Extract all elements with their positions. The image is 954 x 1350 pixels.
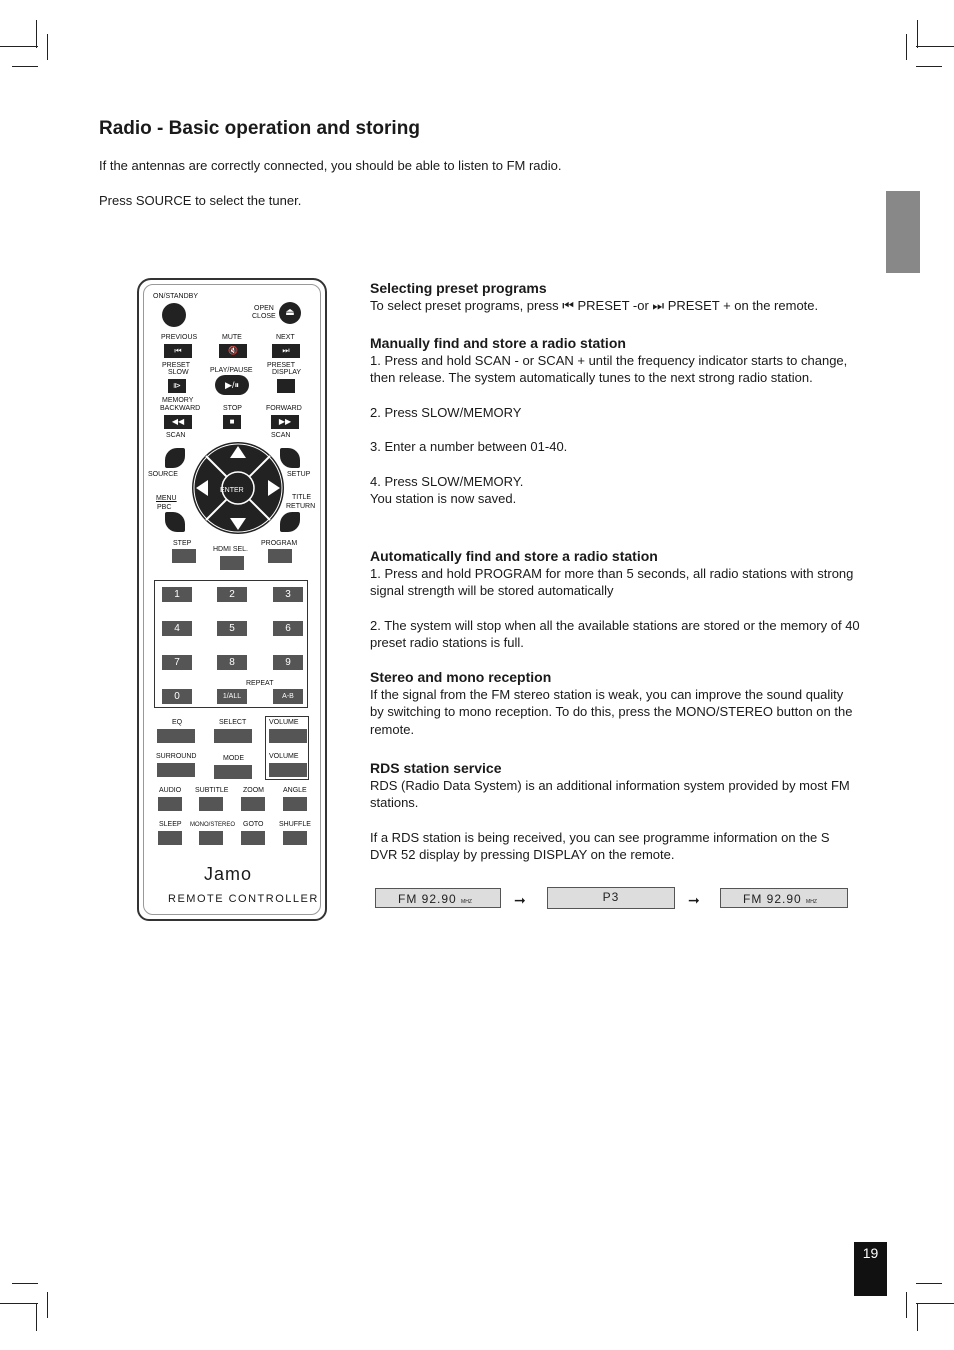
page-title: Radio - Basic operation and storing (99, 118, 420, 139)
label-volume-plus: VOLUME (269, 719, 299, 726)
display-unit: MHZ (806, 899, 817, 905)
label-title: TITLE (292, 494, 312, 501)
page-number: 19 (854, 1242, 887, 1296)
crop-mark (47, 34, 48, 60)
angle-button (283, 797, 307, 811)
display-frequency-1 (375, 888, 501, 908)
label-memory: MEMORY (162, 397, 194, 404)
label-step: STEP (173, 540, 192, 547)
num-2-button: 2 (217, 587, 247, 602)
display-frequency-2 (720, 888, 848, 908)
arrow-right-icon: ➞ (514, 892, 526, 908)
mono-stereo-button (199, 831, 223, 845)
section-heading: Manually find and store a radio station (370, 335, 626, 351)
jamo-logo: Jamo (204, 864, 253, 884)
section-paragraph: To select preset programs, press ⏮ PRESET -or ⏭ PRESET + on the remote. (370, 298, 819, 313)
surround-button (157, 763, 195, 777)
label-source: SOURCE (148, 471, 178, 478)
repeat-ab-button: A-B (273, 689, 303, 704)
section-manual-store (370, 334, 860, 507)
label-goto: GOTO (243, 821, 264, 828)
previous-icon: ⏮ (164, 344, 192, 358)
label-open: OPEN (254, 305, 274, 312)
label-subtitle: SUBTITLE (195, 787, 229, 794)
crop-mark (917, 1303, 918, 1331)
zoom-button (241, 797, 265, 811)
label-backward: BACKWARD (160, 405, 201, 412)
label-play-pause: PLAY/PAUSE (210, 367, 253, 374)
label-audio: AUDIO (159, 787, 182, 794)
num-3-button: 3 (273, 587, 303, 602)
crop-mark (906, 34, 907, 60)
label-setup: SETUP (287, 471, 311, 478)
crop-mark (916, 1283, 942, 1284)
hdmi-sel-button (220, 556, 244, 570)
section-heading: Stereo and mono reception (370, 669, 552, 685)
crop-mark (36, 1303, 37, 1331)
eject-icon: ⏏ (279, 302, 301, 324)
label-program: PROGRAM (261, 540, 298, 547)
select-button (214, 729, 252, 743)
num-1-button: 1 (162, 587, 192, 602)
section-paragraph: 3. Enter a number between 01-40. (370, 439, 568, 455)
section-paragraph: You station is now saved. (370, 491, 517, 507)
label-menu: MENU (156, 495, 177, 502)
play-pause-icon: ▶/⏸ (215, 375, 249, 395)
label-forward: FORWARD (266, 405, 302, 412)
section-auto-store (370, 547, 860, 652)
label-display: DISPLAY (272, 369, 302, 376)
label-next: NEXT (276, 334, 295, 341)
backward-icon: ◀◀ (164, 415, 192, 429)
label-zoom: ZOOM (243, 787, 264, 794)
num-9-button: 9 (273, 655, 303, 670)
section-paragraph: If a RDS station is being received, you can see programme information on the S DVR 52 display by pressing DISPLAY on the remote. (370, 829, 830, 863)
num-6-button: 6 (273, 621, 303, 636)
display-preset (547, 887, 675, 909)
section-paragraph: 1. Press and hold SCAN - or SCAN + until the frequency indicator starts to change, then release. The system automatically tunes to the next strong radio station. (370, 353, 848, 386)
arrow-right-icon: ➞ (688, 892, 700, 908)
forward-icon: ▶▶ (271, 415, 299, 429)
section-paragraph: RDS (Radio Data System) is an additional information system provided by most FM stations. (370, 778, 850, 811)
display-text: P3 (602, 890, 620, 904)
sleep-button (158, 831, 182, 845)
label-pbc: PBC (157, 504, 172, 511)
crop-mark (917, 20, 918, 48)
shuffle-button (283, 831, 307, 845)
num-7-button: 7 (162, 655, 192, 670)
label-enter: ENTER (220, 487, 244, 494)
num-4-button: 4 (162, 621, 192, 636)
label-scan-plus: SCAN (271, 432, 291, 439)
step-button (172, 549, 196, 563)
goto-button (241, 831, 265, 845)
display-text: FM 92.90 (398, 892, 457, 906)
section-rds (370, 759, 860, 864)
crop-mark (12, 1283, 38, 1284)
label-preset-plus: PRESET (267, 362, 296, 369)
label-mono-stereo: MONO/STEREO (190, 822, 236, 828)
crop-mark (47, 1292, 48, 1318)
intro-antenna: If the antennas are correctly connected, you should be able to listen to FM radio. (99, 158, 562, 173)
eq-button (157, 729, 195, 743)
label-scan-minus: SCAN (166, 432, 186, 439)
label-close: CLOSE (252, 313, 276, 320)
display-button (277, 379, 295, 393)
label-slow: SLOW (168, 369, 189, 376)
power-button (162, 303, 186, 327)
stop-icon: ■ (223, 415, 241, 429)
mute-icon: 🔇 (219, 344, 247, 358)
section-paragraph: If the signal from the FM stereo station is weak, you can improve the sound quality by switching to mono reception. To do this, press the MONO/STEREO button on the remote. (370, 687, 853, 737)
crop-mark (0, 46, 38, 47)
label-repeat: REPEAT (246, 680, 274, 687)
subtitle-button (199, 797, 223, 811)
label-sleep: SLEEP (159, 821, 182, 828)
program-button (268, 549, 292, 563)
crop-mark (12, 66, 38, 67)
label-shuffle: SHUFFLE (279, 821, 311, 828)
audio-button (158, 797, 182, 811)
slow-icon: ⧐ (168, 379, 186, 393)
section-stereo-mono (370, 668, 860, 738)
crop-mark (906, 1292, 907, 1318)
label-previous: PREVIOUS (161, 334, 198, 341)
section-selecting-presets (370, 279, 860, 314)
label-return: RETURN (286, 503, 316, 510)
section-heading: RDS station service (370, 760, 502, 776)
section-heading: Selecting preset programs (370, 280, 547, 296)
section-paragraph: 1. Press and hold PROGRAM for more than 5 seconds, all radio stations with strong signal strength will be stored automatically (370, 566, 854, 599)
label-surround: SURROUND (156, 753, 197, 760)
label-select: SELECT (219, 719, 247, 726)
label-stop: STOP (223, 405, 242, 412)
section-heading: Automatically find and store a radio station (370, 548, 658, 564)
num-8-button: 8 (217, 655, 247, 670)
intro-source: Press SOURCE to select the tuner. (99, 193, 302, 208)
remote-controller-label: REMOTE CONTROLLER (168, 893, 319, 905)
label-mute: MUTE (222, 334, 242, 341)
crop-mark (36, 20, 37, 48)
label-hdmi-sel: HDMI SEL. (213, 546, 249, 553)
label-volume-minus: VOLUME (269, 753, 299, 760)
mode-button (214, 765, 252, 779)
volume-down-button (269, 763, 307, 777)
crop-mark (0, 1303, 38, 1304)
section-tab (886, 191, 920, 273)
repeat-one-all-button: 1/ALL (217, 689, 247, 704)
section-paragraph: 2. Press SLOW/MEMORY (370, 404, 522, 420)
display-text: FM 92.90 (743, 892, 802, 906)
label-on-standby: ON/STANDBY (153, 293, 198, 300)
next-icon: ⏭ (272, 344, 300, 358)
label-preset-minus: PRESET (162, 362, 191, 369)
volume-up-button (269, 729, 307, 743)
label-eq: EQ (172, 719, 183, 726)
crop-mark (916, 46, 954, 47)
display-unit: MHZ (461, 899, 472, 905)
label-angle: ANGLE (283, 787, 307, 794)
crop-mark (916, 66, 942, 67)
section-paragraph: 4. Press SLOW/MEMORY. (370, 473, 524, 489)
num-5-button: 5 (217, 621, 247, 636)
num-0-button: 0 (162, 689, 192, 704)
section-paragraph: 2. The system will stop when all the available stations are stored or the memory of 40 preset radio stations is full. (370, 617, 860, 651)
label-mode: MODE (223, 755, 244, 762)
crop-mark (916, 1303, 954, 1304)
